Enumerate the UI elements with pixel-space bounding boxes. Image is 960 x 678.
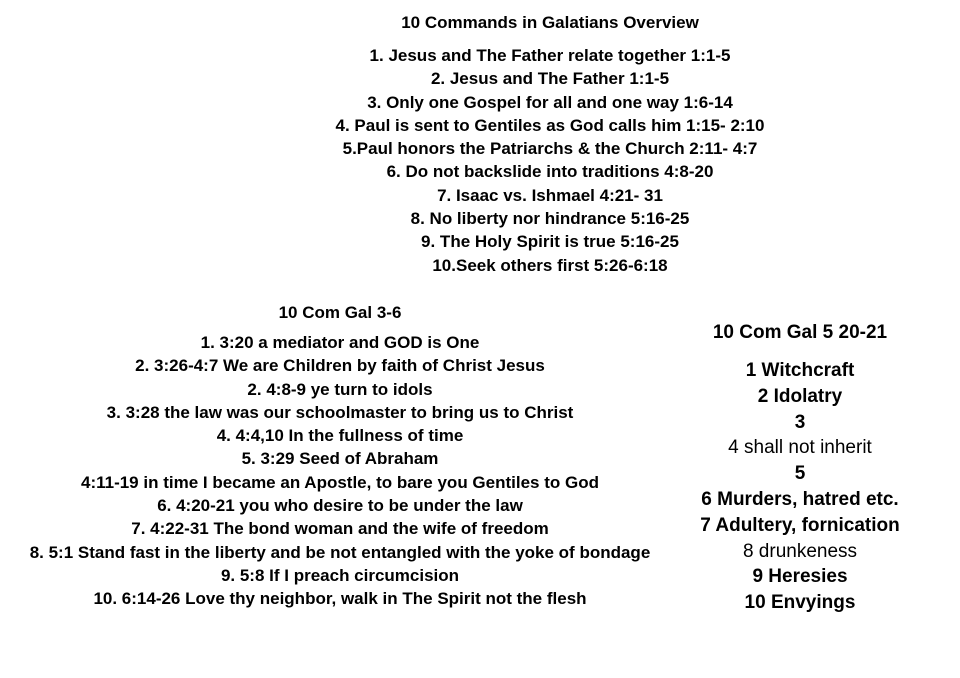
gal-5-item: 9 Heresies	[752, 566, 848, 588]
overview-title: 10 Commands in Galatians Overview	[401, 13, 699, 32]
galatians-overview-section	[240, 10, 860, 277]
gal-3-6-section	[10, 302, 670, 611]
gal-5-item: 1 Witchcraft	[745, 360, 855, 381]
gal-3-6-item: 1. 3:20 a mediator and GOD is One	[200, 333, 480, 352]
gal-3-6-item: 5. 3:29 Seed of Abraham	[241, 449, 439, 469]
overview-item: 6. Do not backslide into traditions 4:8-20	[386, 162, 714, 182]
gal-3-6-item: 3. 3:28 the law was our schoolmaster to bring us to Christ	[106, 402, 574, 422]
gal-3-6-item: 7. 4:22-31 The bond woman and the wife of freedom	[131, 519, 549, 539]
gal-5-20-21-title: 10 Com Gal 5 20-21	[712, 322, 888, 343]
gal-3-6-item: 2. 4:8-9 ye turn to idols	[247, 379, 433, 399]
overview-item: 7. Isaac vs. Ishmael 4:21- 31	[437, 185, 663, 205]
gal-3-6-item: 4. 4:4,10 In the fullness of time	[216, 426, 464, 446]
gal-3-6-item: 10. 6:14-26 Love thy neighbor, walk in The Spirit not the flesh	[93, 589, 587, 609]
overview-item: 3. Only one Gospel for all and one way 1:6-14	[367, 92, 733, 112]
gal-3-6-item: 9. 5:8 If I preach circumcision	[220, 565, 460, 585]
gal-3-6-item: 6. 4:20-21 you who desire to be under the law	[157, 496, 523, 516]
gal-5-item: 10 Envyings	[744, 592, 856, 614]
overview-item: 4. Paul is sent to Gentiles as God calls him 1:15- 2:10	[335, 115, 765, 135]
gal-5-item: 7 Adultery, fornication	[700, 514, 900, 536]
gal-5-item: 8 drunkeness	[742, 540, 858, 562]
overview-item: 10.Seek others first 5:26-6:18	[432, 255, 668, 275]
overview-item: 5.Paul honors the Patriarchs & the Church 2:11- 4:7	[342, 139, 758, 159]
overview-item: 2. Jesus and The Father 1:1-5	[430, 69, 670, 89]
overview-item: 9. The Holy Spirit is true 5:16-25	[421, 232, 679, 252]
gal-3-6-item: 2. 3:26-4:7 We are Children by faith of Christ Jesus	[135, 356, 545, 376]
gal-5-item: 5	[794, 463, 806, 485]
gal-3-6-title: 10 Com Gal 3-6	[278, 303, 402, 322]
gal-5-item: 2 Idolatry	[757, 385, 843, 407]
gal-5-item: 3	[794, 411, 806, 433]
gal-5-item: 4 shall not inherit	[728, 437, 872, 459]
overview-item: 8. No liberty nor hindrance 5:16-25	[410, 209, 690, 229]
overview-item: 1. Jesus and The Father relate together 1:1-5	[369, 46, 731, 65]
gal-5-item: 6 Murders, hatred etc.	[701, 488, 899, 510]
gal-3-6-item: 8. 5:1 Stand fast in the liberty and be not entangled with the yoke of bondage	[29, 542, 651, 562]
gal-3-6-item: 4:11-19 in time I became an Apostle, to bare you Gentiles to God	[80, 472, 599, 492]
gal-5-20-21-section	[660, 320, 940, 616]
